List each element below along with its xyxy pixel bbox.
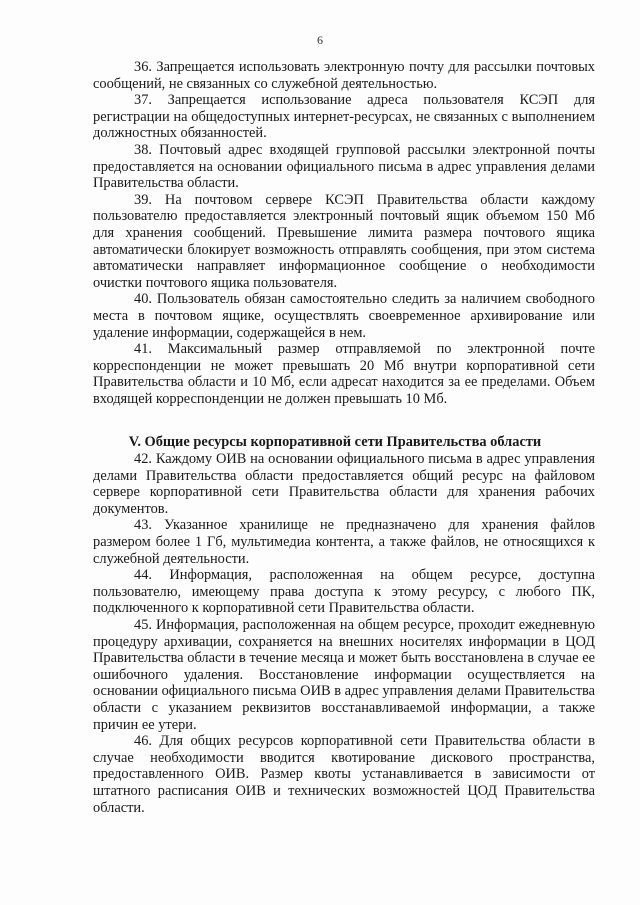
paragraph-42: 42. Каждому ОИВ на основании официального письма в адрес управления делами Правительства области предоставляется общий ресурс на файловом сервере корпоративной сети Правительства области для хранения рабочих документов. xyxy=(93,451,595,517)
paragraph-38: 38. Почтовый адрес входящей групповой рассылки электронной почты предоставляется на основании официального письма в адрес управления делами Правительства области. xyxy=(93,141,595,192)
paragraph-40: 40. Пользователь обязан самостоятельно следить за наличием свободного места в почтовом ящике, осуществлять своевременное архивирование или удаление информации, содержащейся в нем. xyxy=(93,291,595,341)
paragraph-46: 46. Для общих ресурсов корпоративной сети Правительства области в случае необходимости вводится квотирование дискового пространства, предоставленного ОИВ. Размер квоты устанавливается в зависимости от штатного расписания ОИВ и технических возможностей ЦОД Правительства области. xyxy=(93,733,595,816)
paragraph-43: 43. Указанное хранилище не предназначено для хранения файлов размером более 1 Гб, мультимедиа контента, а также файлов, не относящихся к служебной деятельности. xyxy=(93,517,595,567)
paragraph-37: 37. Запрещается использование адреса пользователя КСЭП для регистрации на общедоступных интернет-ресурсах, не связанных с выполнением должностных обязанностей. xyxy=(93,92,595,142)
document-body xyxy=(93,59,595,816)
paragraph-45: 45. Информация, расположенная на общем ресурсе, проходит ежедневную процедуру архивации, сохраняется на внешних носителях информации в ЦОД Правительства области в течение месяца и может быть восстановлена в случае ее ошибочного удаления. Восстановление информации осуществляется на основании официального письма ОИВ в адрес управления делами Правительства области с указанием реквизитов восстанавливаемой информации, а также причин ее утери. xyxy=(93,617,595,733)
section-heading xyxy=(93,434,595,451)
paragraph-36: 36. Запрещается использовать электронную почту для рассылки почтовых сообщений, не связанных со служебной деятельностью. xyxy=(93,59,595,92)
paragraph-41: 41. Максимальный размер отправляемой по электронной почте корреспонденции не может превышать 20 Мб внутри корпоративной сети Правительства области и 10 Мб, если адресат находится за ее пределами. Объем входящей корреспонденции не должен превышать 10 Мб. xyxy=(93,341,595,407)
paragraph-39: 39. На почтовом сервере КСЭП Правительства области каждому пользователю предоставляется электронный почтовый ящик объемом 150 Мб для хранения сообщений. Превышение лимита размера почтового ящика автоматически блокирует возможность отправлять сообщения, при этом система автоматически направляет информационное сообщение о необходимости очистки почтового ящика пользователя. xyxy=(93,191,595,291)
section-heading-text: V. Общие ресурсы корпоративной сети Правительства области xyxy=(128,434,542,451)
paragraph-44: 44. Информация, расположенная на общем ресурсе, доступна пользователю, имеющему права доступа к этому ресурсу, с любого ПК, подключенного к корпоративной сети Правительства области. xyxy=(93,567,595,617)
page-number: 6 xyxy=(317,33,323,47)
